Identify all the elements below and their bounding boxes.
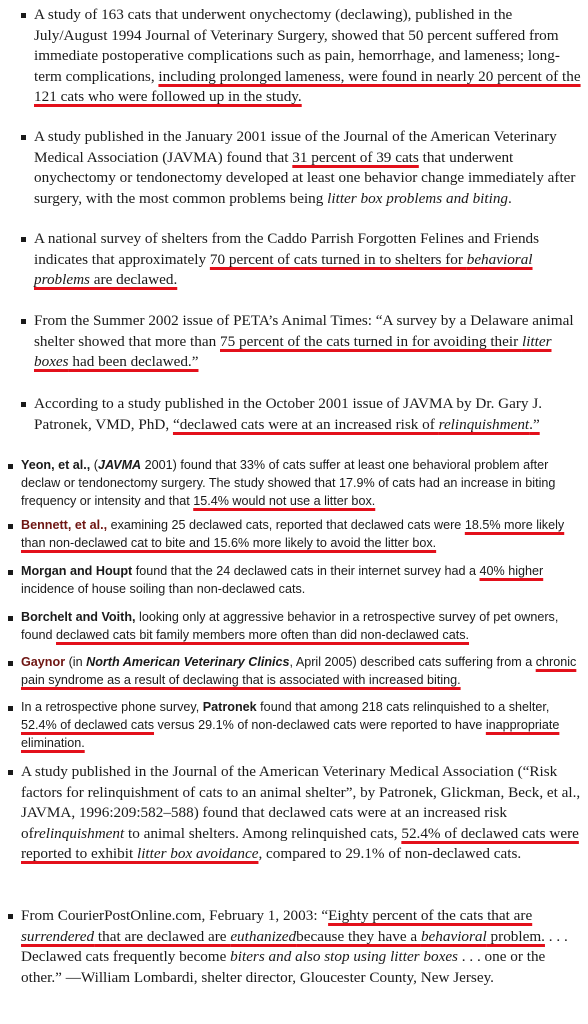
bullet-marker	[8, 464, 13, 469]
highlighted-text: chronic pain syndrome as a result of declawing that is associated with increased biting.	[21, 655, 577, 687]
text-segment: found that among 218 cats relinquished to a shelter,	[256, 700, 550, 714]
study-text	[34, 229, 582, 291]
highlighted-text: 18.5% more likely than non-declawed cat to bite and 15.6% more likely to avoid the litter box.	[21, 518, 565, 550]
text-segment: , compared to 29.1% of non-declawed cats.	[258, 845, 522, 863]
bullet-marker	[21, 13, 26, 18]
study-text	[21, 699, 582, 752]
highlighted-text: surrendered	[21, 927, 95, 945]
bold-text: Borchelt and Voith,	[21, 610, 136, 624]
highlighted-text: “declawed cats were at an increased risk of	[172, 415, 439, 433]
bold-text: JAVMA	[98, 458, 142, 472]
text-segment: A study published in the Journal of the American Veterinary Medical Association (“Risk factors for relinquishment of cats to an animal shelter”, by Patronek, Glickman, Beck, et al., JAVMA, 1996:209:582–588) found that declawed cats were at an increased risk of	[21, 763, 581, 842]
bold-text: Bennett, et al.,	[21, 518, 108, 532]
text-segment: versus 29.1% of non-declawed cats were reported to have	[154, 717, 486, 732]
highlighted-text: Eighty percent of the cats that are	[328, 907, 533, 924]
highlighted-text: litter boxes	[34, 332, 552, 371]
text-segment: that underwent onychectomy or tendonectomy developed at least one behavior change immediately after surgery, with the most common problems being	[34, 148, 576, 207]
study-text	[34, 394, 582, 435]
highlighted-text: relinquishment	[438, 415, 530, 433]
text-segment: incidence of house soiling than non-declawed cats.	[21, 581, 306, 596]
study-text	[21, 654, 582, 690]
bullet-marker	[8, 661, 13, 666]
bold-text: North American Veterinary Clinics	[86, 655, 290, 669]
study-text	[21, 563, 582, 599]
highlighted-text: .”	[529, 415, 540, 433]
text-segment: . . . one or the other.” —William Lombardi, shelter director, Gloucester County, New Jersey.	[21, 948, 546, 986]
text-segment: . . . Declawed cats frequently become	[21, 927, 568, 966]
text-segment: A national survey of shelters from the Caddo Parrish Forgotten Felines and Friends indicates that approximately	[34, 230, 540, 268]
highlighted-text: behavioral	[420, 927, 487, 945]
text-segment: 2001) found that 33% of cats suffer at least one behavioral problem after declaw or tendonectomy surgery. The study showed that 17.9% of cats had an increase in biting frequency or intensity and that	[21, 458, 556, 508]
bullet-marker	[8, 914, 13, 919]
text-segment: In a retrospective phone survey,	[21, 700, 203, 714]
study-text	[21, 609, 582, 645]
highlighted-text: inappropriate elimination.	[21, 717, 560, 750]
study-text	[21, 906, 582, 988]
study-text	[21, 457, 582, 510]
highlighted-text: 75 percent of the cats turned in for avoiding their	[220, 332, 522, 350]
text-segment: A study of 163 cats that underwent onychectomy (declawing), published in the July/August 1994 Journal of Veterinary Surgery, showed that 50 percent suffered from immediate postoperative complications such as pain, hemorrhage, and lameness; long-term complications,	[34, 6, 560, 85]
study-text	[21, 517, 582, 553]
bullet-marker	[8, 616, 13, 621]
bold-text: Gaynor	[21, 655, 66, 669]
highlighted-text: euthanized	[230, 927, 297, 945]
bold-text: Morgan and Houpt	[21, 564, 133, 578]
text-segment: , April 2005) described cats suffering from a	[289, 655, 536, 669]
highlighted-text: behavioral problems	[34, 250, 533, 289]
highlighted-text: problem.	[486, 927, 545, 945]
highlighted-text: are declawed.	[89, 271, 178, 289]
italic-text: biters and also stop using litter boxes	[230, 948, 458, 966]
bullet-marker	[21, 402, 26, 407]
text-segment: (in	[65, 655, 87, 669]
bold-text: Patronek	[202, 700, 257, 714]
text-segment: to animal shelters. Among relinquished cats,	[124, 824, 402, 842]
text-segment: (	[90, 458, 98, 472]
bullet-marker	[8, 570, 13, 575]
text-segment: From the Summer 2002 issue of PETA’s Animal Times: “A survey by a Delaware animal shelter showed that more than	[34, 312, 574, 350]
highlighted-text: because they have a	[296, 927, 421, 945]
highlighted-text: that are declawed are	[94, 927, 231, 945]
highlighted-text: including prolonged lameness, were found in nearly 20 percent of the 121 cats who were followed up in the study.	[34, 67, 581, 106]
text-segment: found that the 24 declawed cats in their internet survey had a	[132, 564, 480, 578]
text-segment: From CourierPostOnline.com, February 1, 2003: “	[21, 907, 329, 924]
study-text	[21, 762, 582, 865]
bullet-marker	[21, 237, 26, 242]
italic-text: litter box problems and biting	[327, 189, 509, 207]
highlighted-text: declawed cats bit family members more often than did non-declawed cats.	[56, 627, 470, 642]
study-text	[34, 311, 582, 373]
text-segment: According to a study published in the October 2001 issue of JAVMA by Dr. Gary J. Patronek, VMD, PhD,	[34, 395, 543, 433]
bullet-marker	[8, 524, 13, 529]
highlighted-text: 31 percent of 39 cats	[292, 148, 419, 166]
text-segment: A study published in the January 2001 issue of the Journal of the American Veterinary Medical Association (JAVMA) found that	[34, 128, 557, 166]
bullet-marker	[8, 706, 13, 711]
highlighted-text: 40% higher	[479, 564, 544, 578]
bullet-marker	[21, 135, 26, 140]
study-text	[34, 5, 582, 108]
bullet-marker	[21, 319, 26, 324]
text-segment: examining 25 declawed cats, reported that declawed cats were	[107, 518, 465, 532]
highlighted-text: 70 percent of cats turned in to shelters for	[209, 250, 467, 268]
study-text	[34, 127, 582, 209]
highlighted-text: 15.4% would not use a litter box.	[193, 493, 376, 508]
italic-text: relinquishment	[33, 824, 125, 842]
highlighted-text: 52.4% of declawed cats	[21, 717, 155, 732]
highlighted-text: had been declawed.”	[68, 353, 199, 371]
highlighted-text: 52.4% of declawed cats were reported to exhibit	[21, 824, 579, 863]
bullet-marker	[8, 770, 13, 775]
highlighted-text: litter box avoidance	[136, 845, 259, 863]
bold-text: Yeon, et al.,	[21, 458, 91, 472]
text-segment: .	[508, 189, 512, 207]
text-segment: looking only at aggressive behavior in a retrospective survey of pet owners, found	[21, 610, 559, 642]
